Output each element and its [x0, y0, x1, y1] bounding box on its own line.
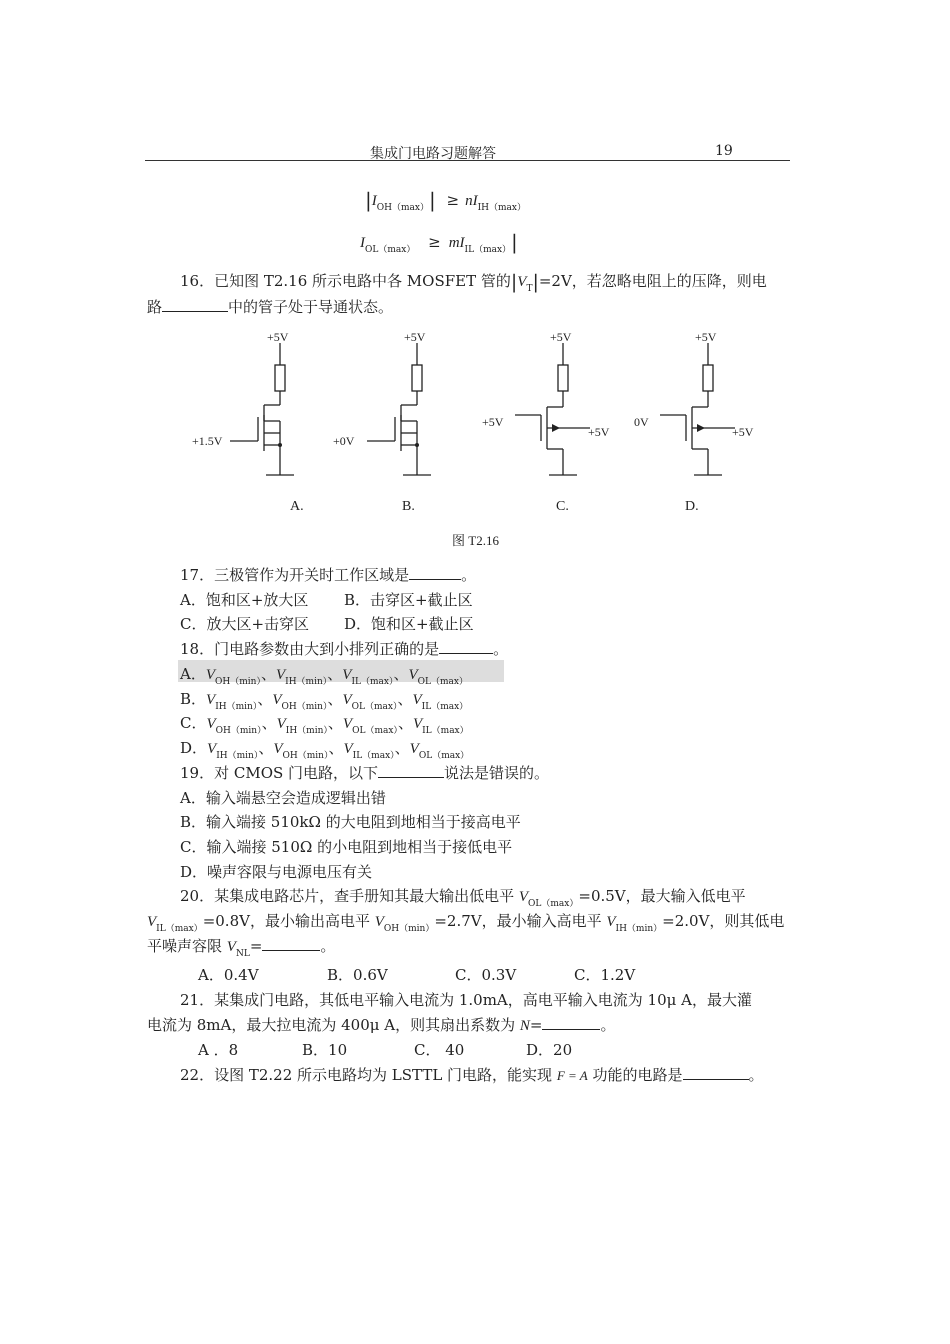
q21-line2: 电流为 8mA，最大拉电流为 400μ A，则其扇出系数为 N= 。 [147, 1016, 616, 1034]
gate-d: 0V [634, 415, 649, 429]
q17-opt-d: D．饱和区+截止区 [344, 615, 474, 633]
header-rule [145, 160, 790, 161]
q18-option: B．$V_{IH(min)}$、$V_{OH(min)}$、$V_{OL(max)}$、$V_{IL(max)}$ [180, 690, 469, 712]
answer-blank[interactable] [162, 297, 228, 312]
answer-blank[interactable] [262, 936, 320, 951]
gate-b: +0V [333, 434, 355, 448]
q18-option: D．$V_{IH(min)}$、$V_{OH(min)}$、$V_{IL(max)}$、$V_{OL(max)}$ [180, 739, 470, 761]
q21-opt-d: D．20 [526, 1041, 573, 1059]
figure-labels [192, 330, 754, 548]
gate-c: +5V [482, 415, 504, 429]
q21-opt-b: B．10 [302, 1041, 348, 1059]
label-b: B. [402, 499, 415, 514]
header-title: 集成门电路习题解答 [370, 146, 496, 162]
q21-opt-c: C． 40 [414, 1041, 465, 1059]
q16-line2: 路 中的管子处于导通状态。 [147, 298, 394, 316]
label-a: A. [290, 499, 304, 514]
q20-line1: 20．某集成电路芯片，查手册知其最大输出低电平 $V_{OL(max)}=0.5V$，最大输入低电平 [180, 887, 746, 909]
source-d: +5V [732, 425, 754, 439]
q19-opt-b: B．输入端接 510kΩ 的大电阻到地相当于接高电平 [180, 813, 521, 831]
q17-opt-c: C．放大区+击穿区 [180, 615, 310, 633]
supply-b: +5V [404, 330, 426, 344]
q19-stem: 19．对 CMOS 门电路，以下 说法是错误的。 [180, 764, 550, 782]
answer-blank[interactable] [683, 1065, 749, 1080]
q17-opt-a: A．饱和区+放大区 [180, 591, 309, 609]
q21-line1: 21．某集成门电路，其低电平输入电流为 1.0mA，高电平输入电流为 10μ A，最大灌 [180, 991, 752, 1009]
supply-c: +5V [550, 330, 572, 344]
q18-stem: 18．门电路参数由大到小排列正确的是 。 [180, 640, 509, 658]
q20-opt-b: B．0.6V [327, 966, 388, 984]
answer-blank[interactable] [378, 763, 444, 778]
q21-opt-a: A ．8 [198, 1041, 239, 1059]
formula-1: $|I_{OH(max)}| \ge nI_{IH(max)}$ [365, 188, 526, 213]
label-d: D. [685, 499, 699, 514]
source-c: +5V [588, 425, 610, 439]
q20-line2: $V_{IL(max)}=0.8V$，最小输出高电平 $V_{OH(min)}=2.7V$，最小输入高电平 $V_{IH(min)}=2.0V$，则其低电 [147, 912, 785, 934]
q18-option: C．$V_{OH(min)}$、$V_{IH(min)}$、$V_{OL(max)}$、$V_{IL(max)}$ [180, 714, 469, 736]
gate-a: +1.5V [192, 434, 223, 448]
q18-option: A．$V_{OH(min)}$、$V_{IH(min)}$、$V_{IL(max)}$、$V_{OL(max)}$ [180, 665, 468, 687]
q20-opt-a: A．0.4V [198, 966, 259, 984]
q19-opt-d: D．噪声容限与电源电压有关 [180, 863, 373, 881]
page-number: 19 [715, 143, 733, 159]
q20-line3: 平噪声容限 $V_{NL}=$ 。 [147, 937, 336, 959]
q20-opt-d: C．1.2V [574, 966, 636, 984]
q19-opt-a: A．输入端悬空会造成逻辑出错 [180, 789, 386, 807]
answer-blank[interactable] [409, 565, 461, 580]
figure-caption: 图 T2.16 [452, 533, 499, 548]
q19-opt-c: C．输入端接 510Ω 的小电阻到地相当于接低电平 [180, 838, 513, 856]
q16-line1: 16．已知图 T2.16 所示电路中各 MOSFET 管的$|V_T|=2V$，若忽略电阻上的压降，则电 [180, 271, 767, 294]
figure-t2-16 [180, 325, 780, 555]
answer-blank[interactable] [542, 1015, 600, 1030]
formula-2: $I_{OL(max)} \ge mI_{IL(max)}|$ [360, 230, 518, 255]
q22-stem: 22．设图 T2.22 所示电路均为 LSTTL 门电路，能实现 F = A 功能的电路是 。 [180, 1066, 764, 1084]
supply-a: +5V [267, 330, 289, 344]
answer-blank[interactable] [439, 639, 493, 654]
q17-stem: 17．三极管作为开关时工作区域是 。 [180, 566, 477, 584]
supply-d: +5V [695, 330, 717, 344]
label-c: C. [556, 499, 569, 514]
q20-opt-c: C．0.3V [455, 966, 517, 984]
q17-opt-b: B．击穿区+截止区 [344, 591, 473, 609]
